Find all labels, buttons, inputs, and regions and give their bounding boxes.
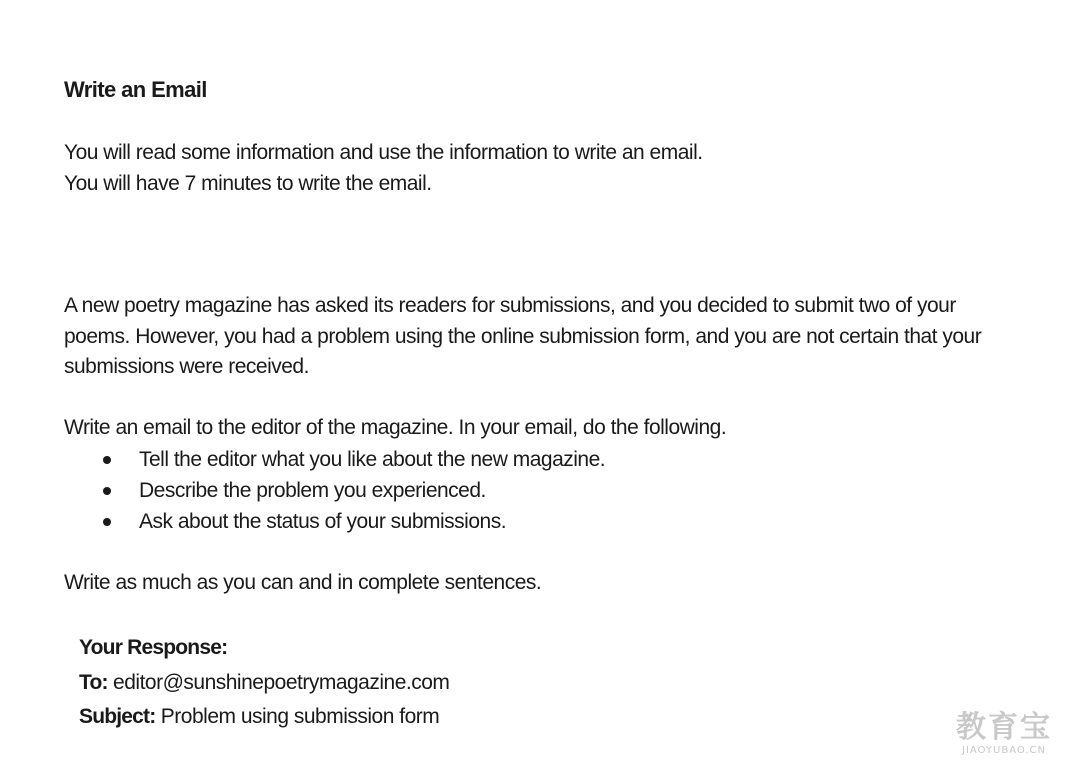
subject-label: Subject: [79,705,156,728]
list-item [64,506,726,537]
to-label: To: [79,670,108,694]
list-item-text: Describe the problem you experienced. [139,478,486,502]
instruction-line: You will have 7 minutes to write the email. [64,171,432,195]
bullet-icon [103,518,111,526]
page-title: Write an Email [64,77,207,102]
response-heading: Your Response: [79,636,228,659]
task-section [64,413,726,537]
list-item [64,475,726,506]
bullet-icon [103,456,111,464]
task-bullet-list [64,444,726,537]
list-item-text: Tell the editor what you like about the new magazine. [139,447,606,471]
list-item [64,444,726,475]
bullet-icon [103,487,111,495]
subject-line [79,700,449,735]
watermark-url: JIAOYUBAO.CN [962,745,1046,756]
to-value: editor@sunshinepoetrymagazine.com [113,670,450,694]
watermark-logo [948,711,1060,757]
subject-value: Problem using submission form [160,705,440,728]
response-block [79,631,449,735]
closing-instruction: Write as much as you can and in complete sentences. [64,571,542,594]
scenario-paragraph: A new poetry magazine has asked its readers for submissions, and you decided to submit two of your poems. However, you had a problem using the online submission form, and you are not certain that your submissions were received. [64,294,982,378]
watermark-glyphs: 教育宝 [956,710,1052,745]
instructions [64,138,703,199]
instruction-line: You will read some information and use the information to write an email. [64,141,703,164]
task-instruction: Write an email to the editor of the magazine. In your email, do the following. [64,416,727,439]
list-item-text: Ask about the status of your submissions. [139,509,507,533]
to-line [79,666,449,701]
